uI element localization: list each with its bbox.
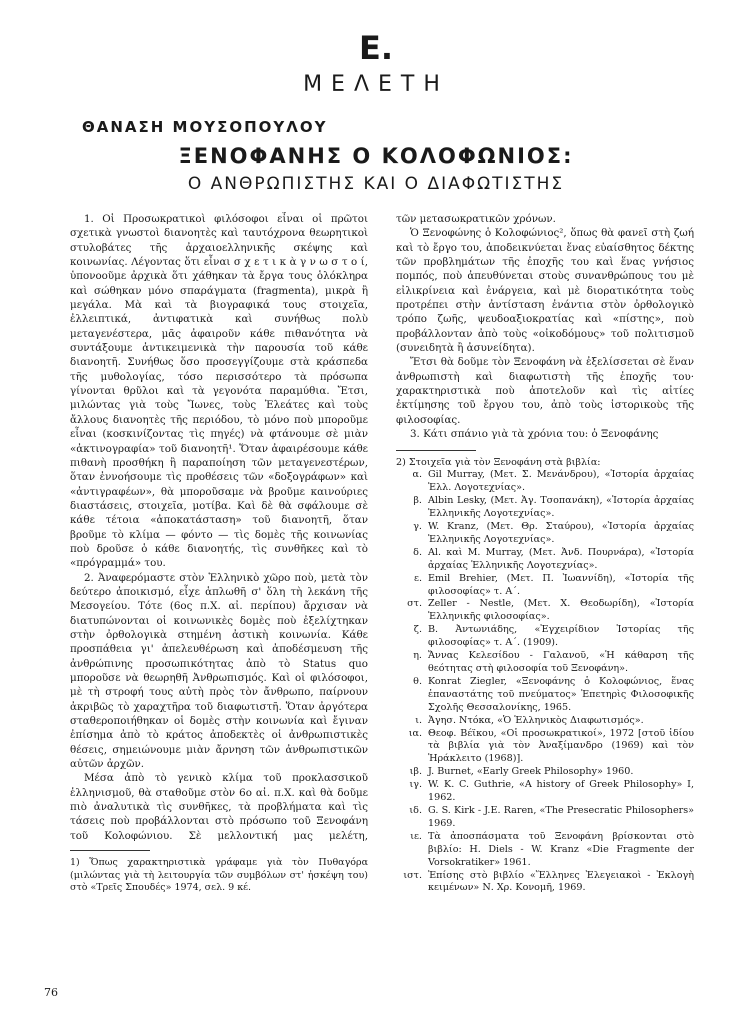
- article-title: ΞΕΝΟΦΑΝΗΣ Ο ΚΟΛΟΦΩΝΙΟΣ:: [178, 144, 574, 168]
- footnote-key: β.: [413, 495, 422, 507]
- footnote-list: [396, 457, 694, 896]
- section-letter: Ε.: [358, 29, 393, 67]
- footnote-item: [396, 831, 694, 870]
- footnote-key: στ.: [407, 598, 422, 610]
- footnote-item: [396, 766, 694, 779]
- left-column-body: [70, 212, 368, 842]
- footnote-key: ι.: [415, 714, 422, 726]
- paragraph: Μέσα ἀπὸ τὸ γενικὸ κλίμα τοῦ προκλασσικοῦ ἑλληνισμοῦ, θὰ σταθοῦμε στὸν 6ο αἰ. π.Χ. καὶ θὰ δοῦμε πιὸ ἀναλυτικὰ τὶς συνθῆκες, τὰ προβλήματα καὶ τὶς τάσεις ποὺ προβάλλονται στὸ πρόσωπο τοῦ Ξενοφάνη τοῦ Κολοφώνιου. Σὲ μελλοντική μας μελέτη,: [70, 772, 368, 842]
- footnote-item: [396, 805, 694, 831]
- footnote-item: [396, 715, 694, 728]
- footnote-divider: [396, 450, 476, 451]
- footnote-key: ιδ.: [409, 804, 422, 816]
- footnote-key: ιε.: [410, 830, 422, 842]
- footnote-key: θ.: [413, 675, 422, 687]
- footnote-text: Β. Ἀντωνιάδης, «Ἐγχειρίδιον Ἱστορίας τῆς φιλοσοφίας» τ. Α΄. (1909).: [428, 624, 694, 649]
- footnote-item: [396, 547, 694, 573]
- author-name: ΘΑΝΑΣΗ ΜΟΥΣΟΠΟΥΛΟΥ: [82, 118, 328, 136]
- footnote-key: ιγ.: [409, 779, 422, 791]
- right-column: [396, 212, 694, 895]
- footnote-item: [396, 573, 694, 599]
- footnote-item: [396, 469, 694, 495]
- footnote-key: ιστ.: [403, 869, 422, 881]
- footnote-text: Ἐπίσης στὸ βιβλίο «Ἕλληνες Ἐλεγειακοὶ - Ἐκλογὴ κειμένων» Ν. Χρ. Κονομῆ, 1969.: [428, 869, 694, 894]
- footnote-key: ε.: [413, 572, 422, 584]
- footnote-text: Ἄννας Κελεσίδου - Γαλανοῦ, «Ἡ κάθαρση τῆς θεότητας στὴ φιλοσοφία τοῦ Ξενοφάνη».: [428, 650, 694, 674]
- footnote-key: γ.: [413, 521, 422, 533]
- section-title: ΜΕΛΕΤΗ: [303, 72, 449, 97]
- paragraph: τῶν μετασωκρατικῶν χρόνων.: [396, 213, 556, 225]
- paragraph: Ἔτσι θὰ δοῦμε τὸν Ξενοφάνη νὰ ἐξελίσσεται σὲ ἕναν ἀνθρωπιστὴ καὶ διαφωτιστὴ τῆς ἐποχῆς του· χαρακτηριστικὰ ποὺ ἀποτελοῦν καὶ τὶς αἰτίες ἐκτίμησης τοῦ ἔργου του, ἀπὸ τοὺς ἱστορικοὺς τῆς φιλοσοφίας.: [396, 356, 694, 426]
- footnote-text: Emil Brehier, (Μετ. Π. Ἰωαννίδη), «Ἱστορία τῆς φιλοσοφίας» τ. Α΄.: [428, 572, 694, 597]
- page-number: 76: [44, 986, 58, 999]
- footnote-text: J. Burnet, «Early Greek Philosophy» 1960.: [428, 766, 634, 778]
- footnote-item: [396, 728, 694, 767]
- footnote-item: [396, 779, 694, 805]
- article-subtitle: Ο ΑΝΘΡΩΠΙΣΤΗΣ ΚΑΙ Ο ΔΙΑΦΩΤΙΣΤΗΣ: [187, 174, 565, 194]
- footnote-text: Τὰ ἀποσπάσματα τοῦ Ξενοφάνη βρίσκονται στὸ βιβλίο: H. Diels - W. Kranz «Die Fragmente der Vorsokratiker» 1961.: [428, 830, 694, 868]
- footnote-item: [396, 870, 694, 896]
- footnote-key: η.: [413, 650, 422, 662]
- footnote-text: Al. καὶ M. Murray, (Μετ. Ἀνδ. Πουρνάρα), «Ἱστορία ἀρχαίας Ἑλληνικῆς Λογοτεχνίας».: [428, 546, 694, 571]
- footnote: 1) Ὅπως χαρακτηριστικὰ γράφαμε γιὰ τὸν Πυθαγόρα (μιλώντας γιὰ τὴ λειτουργία τῶν συμβόλων στ' ἠσκέψη του) στὸ «Τρεῖς Σπουδές» 1974, σελ. 9 κέ.: [70, 857, 368, 894]
- footnote-key: ιβ.: [409, 766, 422, 778]
- footnote-key: δ.: [413, 546, 422, 558]
- footnote-key: α.: [412, 469, 422, 481]
- footnote-divider: [70, 850, 150, 851]
- footnote-text: Zeller - Nestle, (Μετ. Χ. Θεοδωρίδη), «Ἱστορία Ἑλληνικῆς φιλοσοφίας».: [428, 598, 694, 623]
- footnote-text: Albin Lesky, (Μετ. Ἀγ. Τσοπανάκη), «Ἱστορία ἀρχαίας Ἑλληνικῆς Λογοτεχνίας».: [428, 495, 694, 520]
- paragraph: 1. Οἱ Προσωκρατικοὶ φιλόσοφοι εἶναι οἱ πρῶτοι σχετικὰ γνωστοὶ διανοητὲς καὶ ταυτόχρονα θεωρητικοὶ στυλοβάτες τῆς ἀρχαιοελληνικῆς σκέψης καὶ κοινωνίας. Λέγοντας ὅτι εἶναι σ χ ε τ ι κ ὰ γ ν ω σ τ ο ί, ὑπονοοῦμε ἀρχικὰ ὅτι χάθηκαν τὰ ἔργα τους ὁλόκληρα καὶ σώθηκαν μόνο σπαράγματα (fragmenta), μικρὰ ἢ μεγάλα. Μὰ καὶ τὰ βιογραφικά τους στοιχεῖα, ἐλλειπτικά, ἀντιφατικὰ καὶ συνήθως πολὺ μεταγενέστερα, μᾶς ἀφαιροῦν κάθε πιθανότητα νὰ συντάξουμε ἀντικειμενικὰ τὴν παρουσία τοῦ κάθε διανοητῆ. Συνήθως ὅσο προσεγγίζουμε στὰ κράσπεδα τῆς μυθολογίας, τόσο περισσότερο τὰ πρόσωπα γίνονται θρῦλοι καὶ τὰ γεγονότα παραμύθια. Ἔτσι, μιλώντας γιὰ τοὺς Ἴωνες, τοὺς Ἐλεάτες καὶ τοὺς ἄλλους διανοητὲς τῆς περιόδου, τὸ μόνο ποὺ μποροῦμε εἶναι (κοσκινίζοντας τὶς πηγές) νὰ φτάνουμε σὲ μιὰν «ἀκτινογραφία» τοῦ διανοητῆ¹. Ὅταν ἀφαιρέσουμε κάθε πιθανὴ προσθήκη ἢ παραποίηση τῶν μεταγενεστέρων, ὅταν ἐννοήσουμε τὶς προθέσεις τῶν «δοξογράφων» καὶ «ἀντιγραφέων», θὰ μποροῦσαμε νὰ βροῦμε καινούριες διαστάσεις, στοιχεῖα, μοτίβα. Καὶ δὲ θὰ σφάλουμε σὲ κάθε τέτοια «ἀποκατάσταση» τοῦ διανοητῆ, ὅταν βροῦμε τὸ κλίμα — φόντο — τὶς δομὲς τῆς κοινωνίας ποὺ δροῦσε ὁ κάθε διανοητής, τὶς συνθῆκες καὶ τὸ «πρόγραμμά» του.: [70, 213, 368, 570]
- footnote-text: Gil Murray, (Μετ. Σ. Μενάνδρου), «Ἱστορία ἀρχαίας Ἑλλ. Λογοτεχνίας».: [428, 469, 694, 494]
- footnote-text: Ἀγησ. Ντόκα, «Ὁ Ἑλληνικὸς Διαφωτισμός».: [428, 714, 644, 726]
- footnote-key: ζ.: [413, 624, 422, 636]
- footnote-item: [396, 521, 694, 547]
- footnote-item: [396, 676, 694, 715]
- footnote-text: W. Kranz, (Μετ. Θρ. Σταύρου), «Ἱστορία ἀρχαίας Ἑλληνικῆς Λογοτεχνίας».: [428, 521, 694, 545]
- paragraph: Ὁ Ξενοφώνης ὁ Κολοφώνιος², ὅπως θὰ φανεῖ στὴ ζωή καὶ τὸ ἔργο του, ἀποδεικνύεται ἕνας εὐαίσθητος δέκτης τῶν προβλημάτων τῆς ἐποχῆς του καὶ ἕνας γνήσιος πομπός, ποὺ ἀπευθύνεται στοὺς συνανθρώπους του μὲ εἰλικρίνεια καὶ ἐνάργεια, καὶ μὲ διορατικότητα τοὺς προτρέπει στὴν ἀντίσταση ἐνάντια στὸν ὀρθολογικὸ τρόπο ζωῆς, ψευδοαξιοκρατίας καὶ «πίστης», ποὺ προβάλλονταν ἀπὸ τοὺς «οἰκοδόμους» τοῦ πολιτισμοῦ (συνειδητὰ ἢ ἀσυνείδητα).: [396, 227, 694, 355]
- footnote-item: [396, 598, 694, 624]
- footnote-text: Konrat Ziegler, «Ξενοφάνης ὁ Κολοφώνιος, ἕνας ἐπαναστάτης τοῦ πνεύματος» Ἐπετηρὶς Φιλοσοφικῆς Σχολῆς Θεσσαλονίκης, 1965.: [428, 675, 694, 713]
- paragraph: 3. Κάτι σπάνιο γιὰ τὰ χρόνια του: ὁ Ξενοφάνης: [410, 428, 659, 441]
- footnote-item: [396, 650, 694, 676]
- left-column: [70, 212, 368, 895]
- footnote-key: ια.: [408, 727, 422, 739]
- footnote-text: Θεοφ. Βέϊκου, «Οἱ προσωκρατικοί», 1972 [στοῦ ἰδίου τὰ βιβλία γιὰ τὸν Ἀναξίμανδρο (1969) καὶ τὸν Ἡράκλειτο (1968)].: [428, 727, 694, 765]
- footnote-item: [396, 624, 694, 650]
- footnote-text: W. K. C. Guthrie, «A history of Greek Philosophy» I, 1962.: [428, 779, 694, 804]
- paragraph: 2. Ἀναφερόμαστε στὸν Ἑλληνικὸ χῶρο ποὺ, μετὰ τὸν δεύτερο ἀποικισμό, εἶχε ἁπλωθῆ σ' ὅλη τὴ λεκάνη τῆς Μεσογείου. Τότε (6ος π.Χ. αἰ. περίπου) ἄρχισαν νὰ διατυπώνονται οἱ κοινωνικὲς δομὲς ποὺ ἐξελίχτηκαν στὴν ὀρθολογικὰ στημένη ἀστικὴ κοινωνία. Κάθε προσπάθεια γι' ἀπελευθέρωση καὶ ἀποδέσμευση τῆς ἀνθρώπινης προσωπικότητας ἀπὸ τὸ Status quo μποροῦσε νὰ θεωρηθῆ Ἀνθρωπισμός. Καὶ οἱ φιλόσοφοι, μὲ τὴ στροφή τους αὐτὴ πρὸς τὸν ἄνθρωπο, παίρνουν ἀκριβῶς τὸ χαραχτῆρα τοῦ διαφωτιστῆ. Ὅταν ἀργότερα σταθεροποιήθηκαν οἱ δομὲς στὴν κοινωνία καὶ ἔγιναν ἐπίσημα ἀπὸ τὸ κράτος ἀποδεκτὲς οἱ ἀνθρωπιστικὲς θέσεις, σημειώνουμε μιὰν ἄρνηση τῶν ἀνθρωπιστικῶν αὐτῶν ἀρχῶν.: [70, 571, 368, 771]
- footnote-item: [396, 495, 694, 521]
- footnote-text: G. S. Kirk - J.E. Raren, «The Presecratic Philosophers» 1969.: [428, 804, 694, 829]
- footnote-heading: 2) Στοιχεῖα γιὰ τὸν Ξενοφάνη στὰ βιβλία:: [396, 456, 601, 468]
